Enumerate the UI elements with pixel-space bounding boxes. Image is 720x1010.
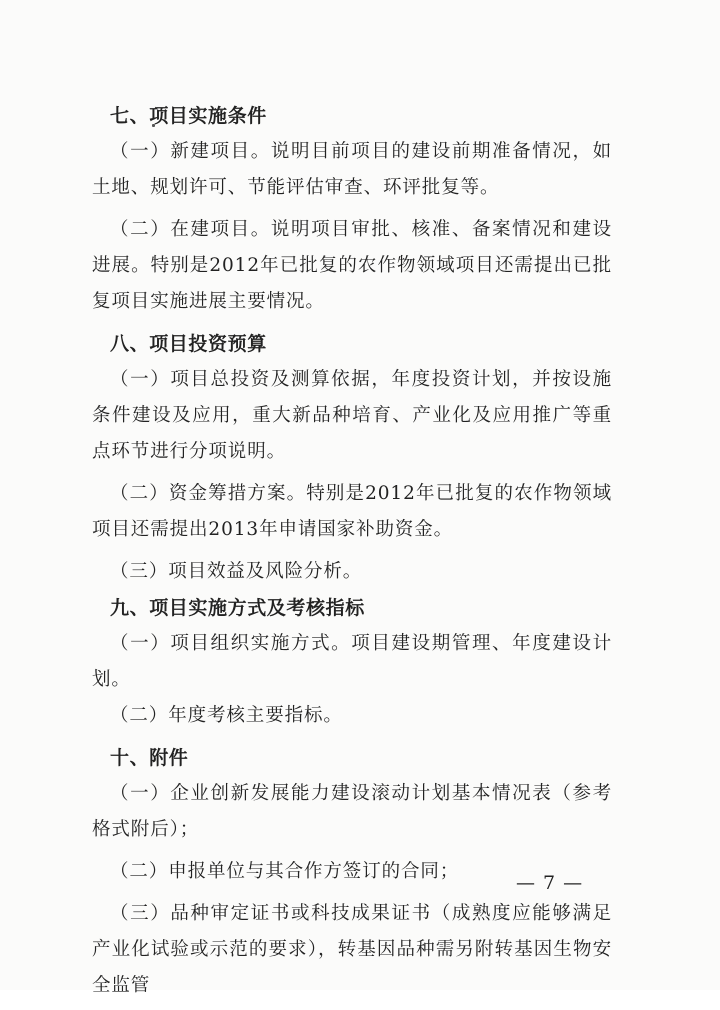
- section-7-para-2: （二）在建项目。说明项目审批、核准、备案情况和建设进展。特别是2012年已批复的农作物领域项目还需提出已批复项目实施进展主要情况。: [92, 219, 612, 312]
- section-9-para-1: （一）项目组织实施方式。项目建设期管理、年度建设计划。: [92, 633, 612, 690]
- section-7-para-1: （一）新建项目。说明目前项目的建设前期准备情况，如土地、规划许可、节能评估审查、环评批复等。: [92, 141, 612, 198]
- section-8-para-2: （二）资金筹措方案。特别是2012年已批复的农作物领域项目还需提出2013年申请国家补助资金。: [92, 483, 612, 540]
- section-heading-8: 八、项目投资预算: [110, 333, 267, 355]
- section-10-para-2: （二）申报单位与其合作方签订的合同；: [110, 861, 460, 882]
- section-heading-7: 七、项目实施条件: [110, 105, 267, 127]
- section-10-para-3: （三）品种审定证书或科技成果证书（成熟度应能够满足产业化试验或示范的要求），转基因品种需另附转基因生物安全监管: [92, 903, 612, 996]
- section-heading-10: 十、附件: [110, 747, 189, 769]
- section-10-para-1: （一）企业创新发展能力建设滚动计划基本情况表（参考格式附后）；: [92, 783, 612, 840]
- page-number: — 7 —: [516, 872, 584, 894]
- section-8-para-3: （三）项目效益及风险分析。: [110, 561, 363, 582]
- section-heading-9: 九、项目实施方式及考核指标: [110, 597, 365, 619]
- section-9-para-2: （二）年度考核主要指标。: [110, 705, 343, 726]
- section-8-para-1: （一）项目总投资及测算依据，年度投资计划，并按设施条件建设及应用，重大新品种培育、产业化及应用推广等重点环节进行分项说明。: [92, 369, 612, 462]
